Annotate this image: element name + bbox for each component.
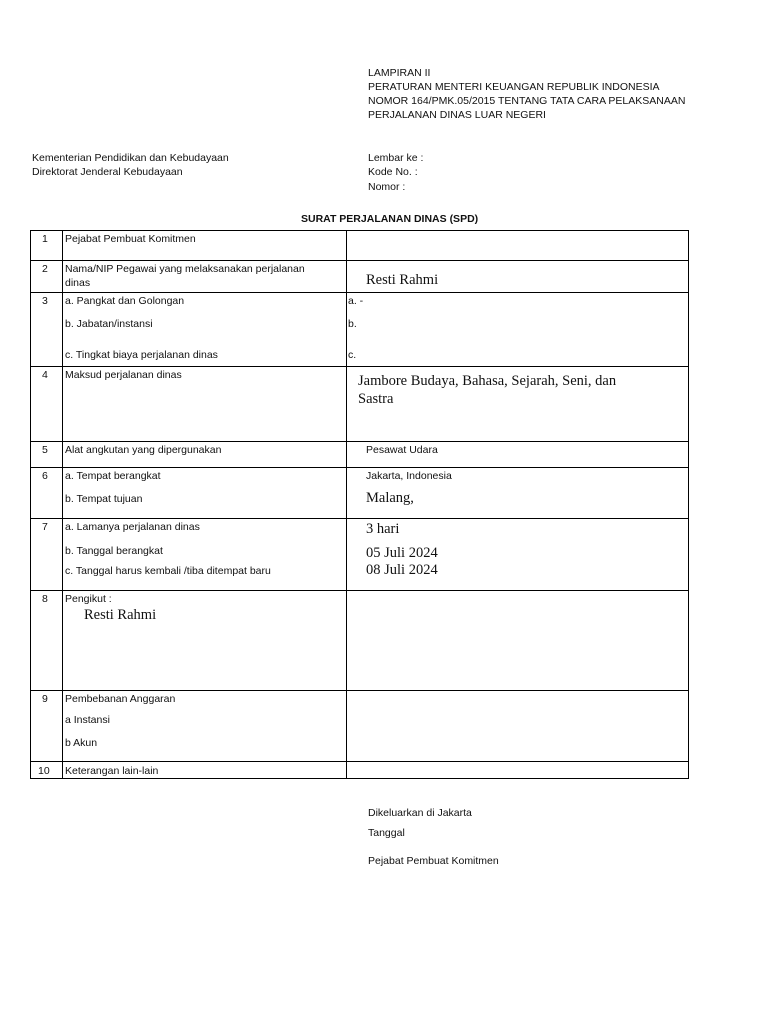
lembar-ke: Lembar ke : bbox=[368, 152, 424, 164]
row-label: Pembebanan Anggaran bbox=[65, 693, 176, 705]
row-label: dinas bbox=[65, 277, 91, 289]
row-label: b. Tempat tujuan bbox=[65, 493, 143, 505]
row-label: Pengikut : bbox=[65, 593, 112, 605]
row-divider bbox=[30, 260, 689, 261]
row-divider bbox=[30, 366, 689, 367]
row-label: a. Lamanya perjalanan dinas bbox=[65, 521, 200, 533]
org-line: Kementerian Pendidikan dan Kebudayaan bbox=[32, 152, 229, 164]
row-number: 10 bbox=[38, 765, 50, 777]
row-divider bbox=[30, 761, 689, 762]
document-title: SURAT PERJALANAN DINAS (SPD) bbox=[301, 213, 479, 225]
row-divider bbox=[30, 292, 689, 293]
issued-at: Dikeluarkan di Jakarta bbox=[368, 807, 472, 819]
purpose-value: Sastra bbox=[358, 391, 394, 407]
lampiran-line: PERJALANAN DINAS LUAR NEGERI bbox=[368, 109, 546, 121]
row-label: a Instansi bbox=[65, 714, 110, 726]
row-label: c. Tanggal harus kembali /tiba ditempat baru bbox=[65, 565, 271, 577]
row-label: Pejabat Pembuat Komitmen bbox=[65, 233, 196, 245]
table-divider bbox=[62, 230, 63, 778]
row-number: 7 bbox=[42, 521, 48, 533]
row-label: b Akun bbox=[65, 737, 98, 749]
row-number: 1 bbox=[42, 233, 48, 245]
table-border bbox=[688, 230, 689, 778]
lampiran-line: NOMOR 164/PMK.05/2015 TENTANG TATA CARA PELAKSANAAN bbox=[368, 95, 686, 107]
row-number: 4 bbox=[42, 369, 48, 381]
purpose-value: Jambore Budaya, Bahasa, Sejarah, Seni, dan bbox=[358, 373, 617, 389]
rank-value: a. - bbox=[348, 295, 364, 307]
row-label: a. Tempat berangkat bbox=[65, 470, 161, 482]
row-number: 3 bbox=[42, 295, 48, 307]
row-number: 6 bbox=[42, 470, 48, 482]
row-label: Nama/NIP Pegawai yang melaksanakan perjalanan bbox=[65, 263, 305, 275]
row-divider bbox=[30, 590, 689, 591]
table-border bbox=[30, 778, 689, 779]
duration-value: 3 hari bbox=[366, 521, 400, 537]
row-label: Alat angkutan yang dipergunakan bbox=[65, 444, 222, 456]
row-label: b. Tanggal berangkat bbox=[65, 545, 163, 557]
row-label: Maksud perjalanan dinas bbox=[65, 369, 182, 381]
transport-value: Pesawat Udara bbox=[366, 444, 438, 456]
row-label: Keterangan lain-lain bbox=[65, 765, 159, 777]
official-title: Pejabat Pembuat Komitmen bbox=[368, 855, 499, 867]
follower-name: Resti Rahmi bbox=[84, 607, 157, 623]
row-divider bbox=[30, 690, 689, 691]
row-label: b. Jabatan/instansi bbox=[65, 318, 153, 330]
row-number: 8 bbox=[42, 593, 48, 605]
date-label: Tanggal bbox=[368, 827, 405, 839]
nomor: Nomor : bbox=[368, 181, 406, 193]
row-label: a. Pangkat dan Golongan bbox=[65, 295, 185, 307]
row-number: 5 bbox=[42, 444, 48, 456]
row-divider bbox=[30, 441, 689, 442]
lampiran-line: PERATURAN MENTERI KEUANGAN REPUBLIK INDONESIA bbox=[368, 81, 660, 93]
table-divider bbox=[346, 230, 347, 778]
row-divider bbox=[30, 467, 689, 468]
departure-date-value: 05 Juli 2024 bbox=[366, 545, 438, 561]
cost-level-value: c. bbox=[348, 349, 357, 361]
departure-place-value: Jakarta, Indonesia bbox=[366, 470, 452, 482]
position-value: b. bbox=[348, 318, 357, 330]
kode-no: Kode No. : bbox=[368, 166, 418, 178]
row-number: 2 bbox=[42, 263, 48, 275]
org-line: Direktorat Jenderal Kebudayaan bbox=[32, 166, 183, 178]
employee-name: Resti Rahmi bbox=[366, 272, 439, 288]
table-border bbox=[30, 230, 31, 778]
destination-value: Malang, bbox=[366, 490, 414, 506]
table-border bbox=[30, 230, 689, 231]
row-number: 9 bbox=[42, 693, 48, 705]
lampiran-line: LAMPIRAN II bbox=[368, 67, 431, 79]
row-divider bbox=[30, 518, 689, 519]
return-date-value: 08 Juli 2024 bbox=[366, 562, 438, 578]
row-label: c. Tingkat biaya perjalanan dinas bbox=[65, 349, 218, 361]
